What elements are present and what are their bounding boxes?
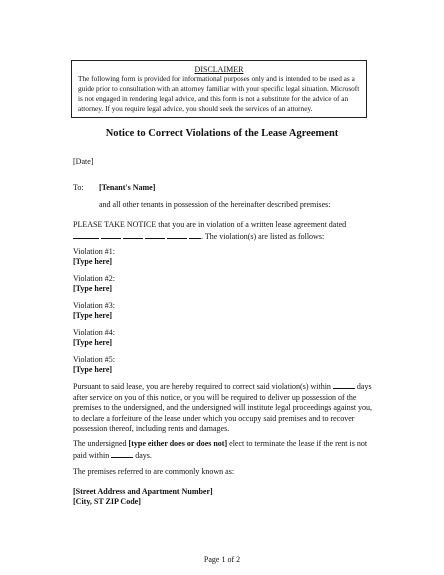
elect-text-3: days. bbox=[135, 450, 152, 460]
cure-days-blank[interactable] bbox=[333, 381, 355, 389]
violation-item bbox=[73, 247, 115, 267]
violation-text-field[interactable]: [Type here] bbox=[73, 284, 113, 294]
violation-text-field[interactable]: [Type here] bbox=[73, 257, 113, 267]
elect-text-2: elect to terminate the lease if the rent is not paid within bbox=[73, 439, 368, 460]
notice-text-2: . The violation(s) are listed as follows: bbox=[201, 231, 325, 241]
lease-date-blank-5[interactable] bbox=[167, 231, 187, 239]
city-state-zip-field[interactable]: [City, ST ZIP Code] bbox=[73, 497, 141, 506]
pursuant-paragraph bbox=[73, 381, 373, 435]
disclaimer-box bbox=[71, 60, 367, 118]
violation-label: Violation #2: bbox=[73, 274, 115, 283]
lease-date-blank-3[interactable] bbox=[123, 231, 143, 239]
premises-line: The premises referred to are commonly known as: bbox=[73, 467, 235, 476]
date-placeholder[interactable]: [Date] bbox=[73, 157, 94, 166]
tenant-name-placeholder[interactable]: [Tenant's Name] bbox=[99, 183, 156, 192]
document-title: Notice to Correct Violations of the Lease Agreement bbox=[105, 128, 339, 139]
violation-item bbox=[73, 328, 115, 348]
violation-text-field[interactable]: [Type here] bbox=[73, 311, 113, 321]
to-label: To: bbox=[73, 183, 84, 192]
street-address-field[interactable]: [Street Address and Apartment Number] bbox=[73, 487, 213, 496]
disclaimer-title: DISCLAIMER bbox=[194, 65, 244, 74]
page-number: Page 1 of 2 bbox=[203, 555, 241, 564]
rent-days-blank[interactable] bbox=[111, 450, 133, 458]
elect-choice-field[interactable]: [type either does or does not] bbox=[128, 439, 228, 448]
elect-text-1: The undersigned bbox=[73, 439, 127, 448]
notice-text-1: PLEASE TAKE NOTICE that you are in violation of a written lease agreement dated bbox=[73, 220, 347, 229]
tenants-line: and all other tenants in possession of the hereinafter described premises: bbox=[99, 200, 331, 209]
violation-item bbox=[73, 355, 115, 375]
pursuant-text-1: Pursuant to said lease, you are hereby required to correct said violation(s) within bbox=[73, 382, 331, 391]
lease-date-blank-6[interactable] bbox=[189, 231, 201, 239]
disclaimer-body: The following form is provided for informational purposes only and is intended to be used as a guide prior to consultation with an attorney familiar with your specific legal situation. Microsoft is not engaged in rendering legal advice, and this form is not a substitute for the advice of an attorney. If you require legal advice, you should seek the services of an attorney. bbox=[78, 74, 360, 113]
violation-text-field[interactable]: [Type here] bbox=[73, 338, 113, 348]
violation-item bbox=[73, 274, 115, 294]
lease-date-blank-1[interactable] bbox=[73, 231, 99, 239]
violation-text-field[interactable]: [Type here] bbox=[73, 365, 113, 375]
violation-label: Violation #1: bbox=[73, 247, 115, 256]
pursuant-text-2: days after service on you of this notice, or you will be required to deliver up possession of the premises to the undersigned, and the undersigned will institute legal proceedings against you, to declare a forfeiture of the lease under which you occupy said premises and to recover possession thereof, including rents and damages. bbox=[73, 382, 373, 434]
elect-paragraph bbox=[73, 439, 373, 461]
violation-label: Violation #3: bbox=[73, 301, 115, 310]
violation-label: Violation #5: bbox=[73, 355, 115, 364]
lease-date-blank-2[interactable] bbox=[101, 231, 121, 239]
lease-date-blank-4[interactable] bbox=[145, 231, 165, 239]
violation-item bbox=[73, 301, 115, 321]
violation-label: Violation #4: bbox=[73, 328, 115, 337]
notice-paragraph bbox=[73, 220, 373, 242]
